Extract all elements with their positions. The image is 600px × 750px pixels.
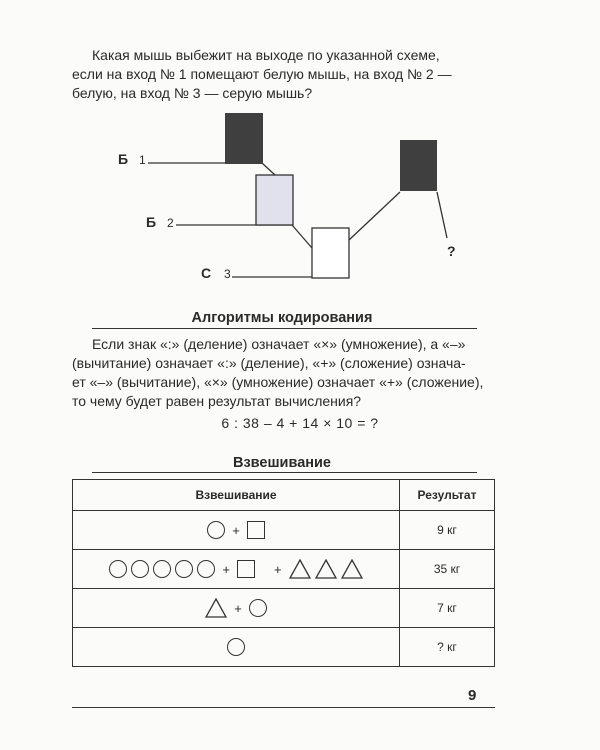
square-icon	[237, 560, 255, 578]
question-1-line-1: Какая мышь выбежит на выходе по указанной схеме,	[92, 47, 440, 63]
grey-box-middle	[256, 175, 293, 225]
coding-section-title: Алгоритмы кодирования	[191, 310, 373, 326]
circle-icon	[227, 638, 245, 656]
plus-sign: +	[234, 600, 242, 616]
coding-formula: 6 : 38 – 4 + 14 × 10 = ?	[221, 415, 379, 431]
plus-sign: +	[232, 522, 240, 538]
circle-icon	[153, 560, 171, 578]
column-header-weighing: Взвешивание	[73, 480, 400, 511]
question-1-line-2: если на вход № 1 помещают белую мышь, на вход № 2 —	[72, 66, 452, 82]
input-3-letter: С	[201, 265, 212, 281]
input-2-letter: Б	[146, 214, 157, 230]
circle-icon	[249, 599, 267, 617]
page-number: 9	[468, 687, 477, 704]
circle-icon	[207, 521, 225, 539]
input-3-number: 3	[224, 267, 231, 281]
coding-line-1: Если знак «:» (деление) означает «×» (умножение), а «–»	[92, 336, 466, 352]
weighing-section-title: Взвешивание	[233, 455, 331, 471]
table-row	[73, 550, 495, 589]
coding-line-3: ет «–» (вычитание), «×» (умножение) означает «+» (сложение),	[72, 374, 484, 390]
coding-section-divider	[92, 328, 477, 329]
input-2-number: 2	[167, 216, 174, 230]
triangle-icon	[341, 559, 363, 579]
circle-icon	[175, 560, 193, 578]
weighing-table	[72, 479, 495, 667]
footer-divider	[72, 707, 495, 708]
square-icon	[247, 521, 265, 539]
column-header-result: Результат	[400, 480, 495, 511]
plus-sign: +	[222, 561, 230, 577]
plus-sign: +	[274, 561, 282, 577]
input-1-number: 1	[139, 153, 146, 167]
table-header-row	[73, 480, 495, 511]
output-question-mark: ?	[447, 243, 456, 259]
input-1-letter: Б	[118, 151, 129, 167]
white-box-bottom	[312, 228, 349, 278]
result-cell: 7 кг	[400, 589, 495, 628]
triangle-icon	[289, 559, 311, 579]
coding-line-2: (вычитание) означает «:» (деление), «+» (сложение) означа-	[72, 355, 466, 371]
circle-icon	[109, 560, 127, 578]
weighing-section-divider	[92, 472, 477, 473]
table-row	[73, 628, 495, 667]
triangle-icon	[205, 598, 227, 618]
dark-box-output	[400, 140, 437, 191]
circle-icon	[131, 560, 149, 578]
table-row	[73, 589, 495, 628]
coding-line-4: то чему будет равен результат вычисления?	[72, 393, 362, 409]
table-row	[73, 511, 495, 550]
question-1-line-3: белую, на вход № 3 — серую мышь?	[72, 85, 313, 101]
dark-box-top	[225, 113, 263, 164]
circle-icon	[197, 560, 215, 578]
result-cell: ? кг	[400, 628, 495, 667]
result-cell: 35 кг	[400, 550, 495, 589]
result-cell: 9 кг	[400, 511, 495, 550]
triangle-icon	[315, 559, 337, 579]
